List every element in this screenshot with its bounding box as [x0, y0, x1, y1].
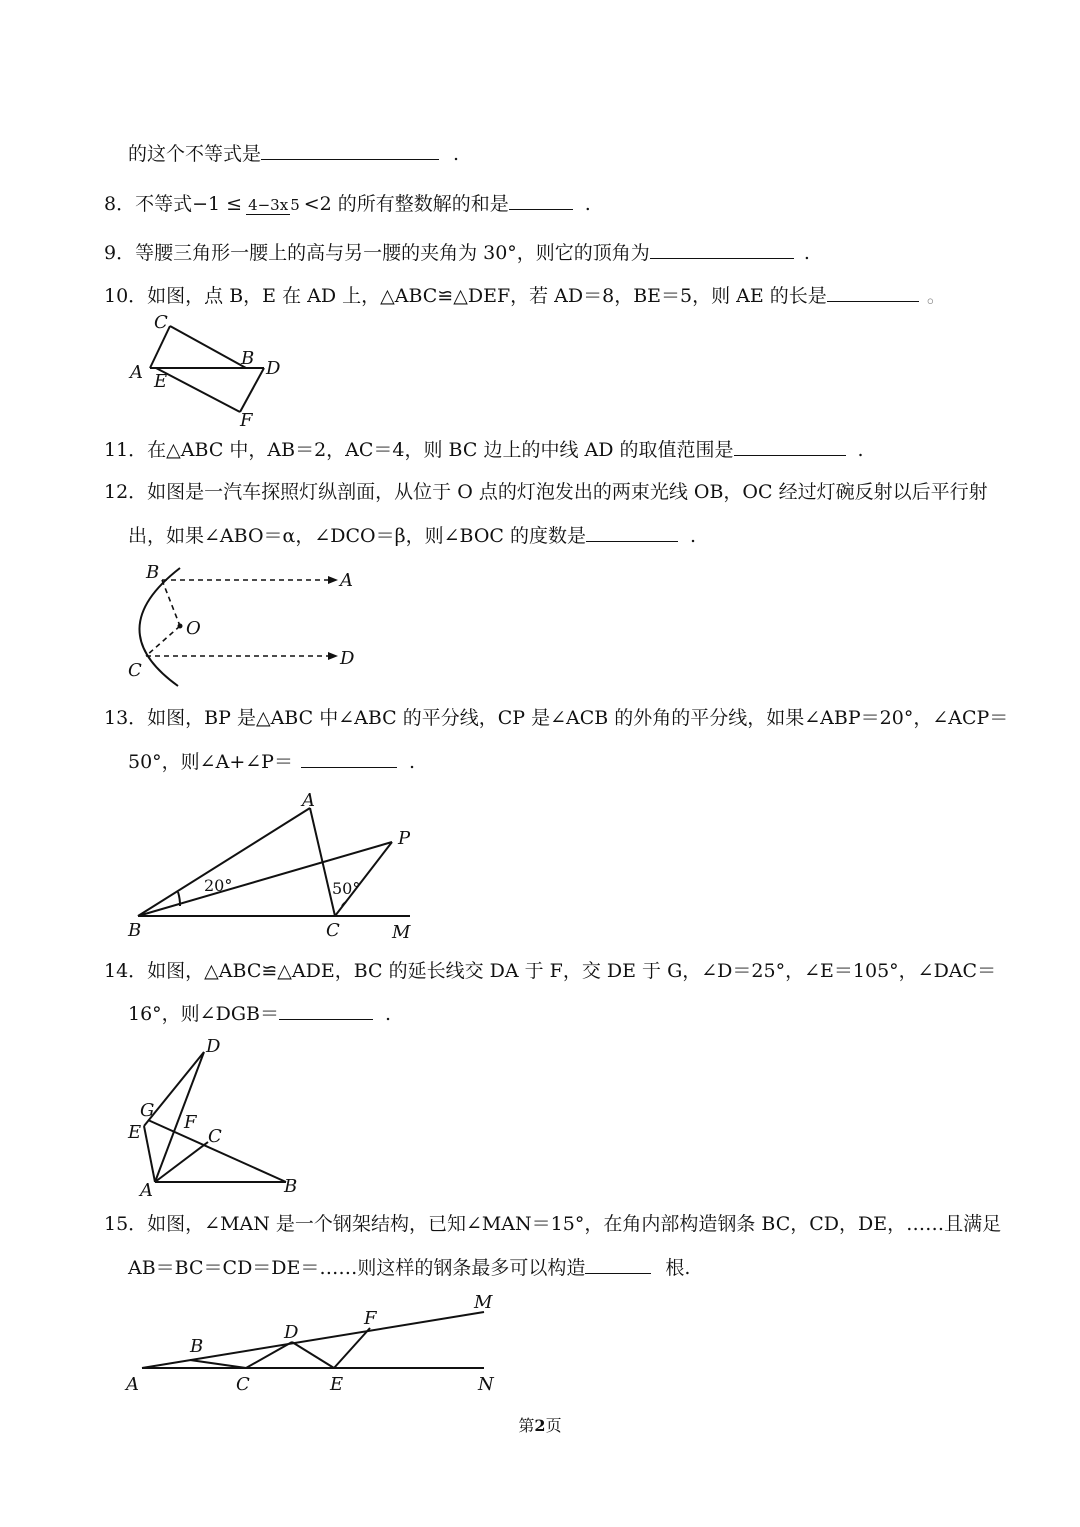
label-E: E [154, 371, 168, 392]
angle-label-50: 50° [332, 879, 361, 898]
label-B: B [284, 1176, 298, 1197]
question-14-line2: 16°，则∠DGB＝ . [128, 1003, 392, 1025]
label-F: F [240, 410, 253, 431]
label-B: B [241, 348, 255, 369]
figure-10 [120, 312, 320, 432]
angle-label-20: 20° [204, 876, 233, 895]
label-C: C [208, 1126, 222, 1147]
label-E: E [128, 1122, 142, 1143]
label-A: A [140, 1180, 153, 1201]
question-9: 9．等腰三角形一腰上的高与另一腰的夹角为 30°，则它的顶角为 . [104, 242, 810, 264]
label-G: G [140, 1100, 155, 1121]
question-15-line1: 15．如图，∠MAN 是一个钢架结构，已知∠MAN＝15°，在角内部构造钢条 BC，CD，DE，……且满足 [104, 1213, 1002, 1235]
question-13-line2: 50°，则∠A+∠P＝ . [128, 751, 415, 773]
label-D: D [340, 648, 355, 669]
answer-blank[interactable] [586, 523, 678, 542]
label-C: C [326, 920, 340, 941]
question-10: 10．如图，点 B，E 在 AD 上，△ABC≌△DEF，若 AD＝8，BE＝5，则 AE 的长是 。 [104, 285, 946, 307]
label-P: P [398, 828, 411, 849]
figure-15 [120, 1290, 520, 1400]
label-E: E [330, 1374, 344, 1395]
label-A: A [130, 362, 143, 383]
answer-blank[interactable] [301, 749, 397, 768]
answer-blank[interactable] [585, 1255, 651, 1274]
label-D: D [266, 358, 281, 379]
label-C: C [236, 1374, 250, 1395]
figure-12 [120, 560, 380, 690]
label-D: D [206, 1036, 221, 1057]
answer-blank[interactable] [509, 191, 573, 210]
answer-blank[interactable] [261, 141, 439, 160]
question-12-line1: 12．如图是一汽车探照灯纵剖面，从位于 O 点的灯泡发出的两束光线 OB，OC 经过灯碗反射以后平行射 [104, 481, 988, 503]
label-B: B [128, 920, 142, 941]
question-8: 8．不等式−1 ≤ 4−3x 5 <2 的所有整数解的和是 . [104, 193, 591, 215]
answer-blank[interactable] [734, 437, 846, 456]
q7-continuation: 的这个不等式是 . [128, 143, 460, 165]
label-C: C [128, 660, 142, 681]
label-O: O [186, 618, 201, 639]
question-13-line1: 13．如图，BP 是△ABC 中∠ABC 的平分线，CP 是∠ACB 的外角的平分线，如果∠ABP＝20°，∠ACP＝ [104, 707, 1009, 729]
answer-blank[interactable] [650, 240, 794, 259]
answer-blank[interactable] [279, 1001, 373, 1020]
label-M: M [474, 1292, 493, 1313]
fraction: 4−3x 5 [248, 196, 300, 214]
label-M: M [392, 922, 411, 943]
figure-14 [120, 1036, 320, 1201]
label-B: B [146, 562, 160, 583]
question-11: 11．在△ABC 中，AB＝2，AC＝4，则 BC 边上的中线 AD 的取值范围是 . [104, 439, 864, 461]
page-number: 第2页 [518, 1416, 562, 1435]
label-C: C [154, 312, 168, 333]
label-F: F [184, 1112, 197, 1133]
question-12-line2: 出，如果∠ABO＝α，∠DCO＝β，则∠BOC 的度数是 . [128, 525, 697, 547]
label-N: N [478, 1374, 494, 1395]
figure-13 [120, 790, 440, 950]
question-15-line2: AB＝BC＝CD＝DE＝……则这样的钢条最多可以构造 根. [128, 1257, 691, 1279]
label-A: A [340, 570, 353, 591]
answer-blank[interactable] [827, 283, 919, 302]
label-D: D [284, 1322, 299, 1343]
label-F: F [364, 1308, 377, 1329]
question-14-line1: 14．如图，△ABC≌△ADE，BC 的延长线交 DA 于 F，交 DE 于 G，∠D＝25°，∠E＝105°，∠DAC＝ [104, 960, 997, 982]
label-A: A [126, 1374, 139, 1395]
label-A: A [302, 790, 315, 811]
label-B: B [190, 1336, 204, 1357]
